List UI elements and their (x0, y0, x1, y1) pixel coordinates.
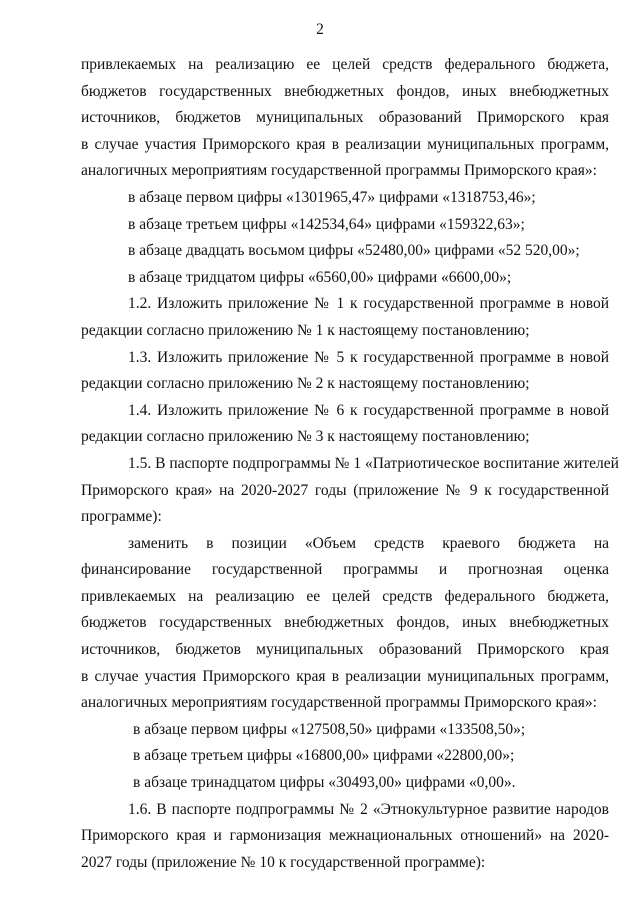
text-line: в случае участия Приморского края в реализации муниципальных программ, (81, 135, 609, 153)
text-line: в случае участия Приморского края в реализации муниципальных программ, (81, 667, 609, 685)
text-line: Приморского края» на 2020-2027 годы (приложение № 9 к государственной (81, 481, 609, 499)
text-line: бюджетов государственных внебюджетных фондов, иных внебюджетных (81, 614, 609, 632)
text-line: редакции согласно приложению № 1 к настоящему постановлению; (81, 321, 530, 339)
text-line: заменить в позиции «Объем средств краевого бюджета на (128, 534, 609, 552)
text-line: в абзаце первом цифры «127508,50» цифрами «133508,50»; (133, 720, 526, 738)
text-line: 1.5. В паспорте подпрограммы № 1 «Патриотическое воспитание жителей (128, 454, 619, 472)
text-line: в абзаце двадцать восьмом цифры «52480,00» цифрами «52 520,00»; (128, 242, 580, 260)
text-line: 1.2. Изложить приложение № 1 к государственной программе в новой (128, 295, 609, 313)
text-line: в абзаце первом цифры «1301965,47» цифрами «1318753,46»; (128, 188, 536, 206)
text-line: редакции согласно приложению № 2 к настоящему постановлению; (81, 375, 530, 393)
text-line: привлекаемых на реализацию ее целей средств федерального бюджета, (81, 56, 609, 73)
text-line: 1.4. Изложить приложение № 6 к государственной программе в новой (128, 401, 609, 419)
text-line: редакции согласно приложению № 3 к настоящему постановлению; (81, 428, 530, 446)
text-line: финансирование государственной программы и прогнозная оценка (81, 561, 609, 579)
text-line: в абзаце третьем цифры «16800,00» цифрами «22800,00»; (133, 747, 515, 765)
text-line: в абзаце тринадцатом цифры «30493,00» цифрами «0,00». (133, 774, 516, 792)
text-line: аналогичных мероприятиям государственной программы Приморского края»: (81, 694, 597, 712)
text-line: бюджетов государственных внебюджетных фондов, иных внебюджетных (81, 82, 609, 100)
text-line: 2027 годы (приложение № 10 к государственной программе): (81, 853, 486, 871)
text-line: программе): (81, 508, 162, 526)
text-line: источников, бюджетов муниципальных образований Приморского края (81, 641, 609, 659)
page-number: 2 (316, 21, 324, 38)
text-line: 1.6. В паспорте подпрограммы № 2 «Этнокультурное развитие народов (128, 800, 609, 818)
text-line: привлекаемых на реализацию ее целей средств федерального бюджета, (81, 587, 609, 605)
document-body (81, 52, 619, 876)
text-line: в абзаце тридцатом цифры «6560,00» цифрами «6600,00»; (128, 268, 512, 286)
text-line: источников, бюджетов муниципальных образований Приморского края (81, 109, 609, 127)
text-line: аналогичных мероприятиям государственной программы Приморского края»: (81, 162, 597, 180)
text-line: Приморского края и гармонизация межнациональных отношений» на 2020- (81, 827, 609, 845)
text-line: 1.3. Изложить приложение № 5 к государственной программе в новой (128, 348, 609, 366)
text-line: в абзаце третьем цифры «142534,64» цифрами «159322,63»; (128, 215, 525, 233)
